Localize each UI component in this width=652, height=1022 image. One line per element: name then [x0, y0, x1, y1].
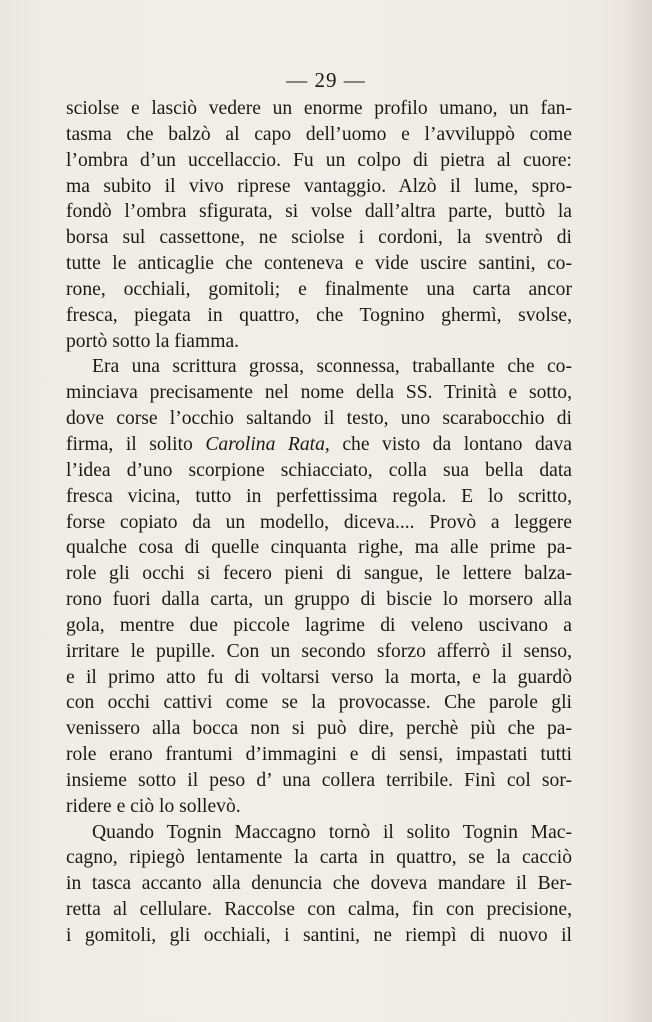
text-line: ridere e ciò lo sollevò. — [66, 795, 241, 817]
page-number: — 29 — — [286, 68, 366, 92]
paragraph-3 — [66, 820, 572, 949]
text-line: fresca vicina, tutto in perfettissima regola. E lo scritto, — [66, 485, 572, 507]
text-line: portò sotto la fiamma. — [66, 330, 240, 352]
text-line: minciava precisamente nel nome della SS. Trinità e sotto, — [66, 382, 572, 404]
text-line: e il primo atto fu di voltarsi verso la morta, e la guardò — [66, 666, 572, 688]
text-line: retta al cellulare. Raccolse con calma, fin con precisione, — [66, 899, 572, 921]
text-line: sciolse e lasciò vedere un enorme profilo umano, un fan- — [66, 98, 572, 119]
text-line: Quando Tognin Maccagno tornò il solito Tognin Mac- — [92, 821, 572, 843]
text-line: borsa sul cassettone, ne sciolse i cordoni, la sventrò di — [66, 227, 572, 249]
text-line: fresca, piegata in quattro, che Tognino ghermì, svolse, — [66, 304, 572, 326]
text-line: in tasca accanto alla denuncia che doveva mandare il Ber- — [66, 873, 572, 895]
text-line: Era una scrittura grossa, sconnessa, traballante che co- — [92, 356, 572, 378]
text-line: rone, occhiali, gomitoli; e finalmente una carta ancor — [66, 278, 572, 300]
text-line: firma, il solito Carolina Rata, che visto da lontano dava — [66, 433, 572, 455]
text-line: i gomitoli, gli occhiali, i santini, ne riempì di nuovo il — [66, 925, 572, 946]
text-line: qualche cosa di quelle cinquanta righe, ma alle prime pa- — [66, 537, 572, 559]
text-line: tutte le anticaglie che conteneva e vide uscire santini, co- — [66, 253, 572, 275]
text-line: con occhi cattivi come se la provocasse. Che parole gli — [66, 692, 572, 714]
page-edge-shadow — [622, 0, 652, 1022]
text-line: role gli occhi si fecero pieni di sangue, le lettere balza- — [66, 563, 572, 585]
text-line: role erano frantumi d’immagini e di sensi, impastati tutti — [66, 744, 572, 766]
text-line: insieme sotto il peso d’ una collera terribile. Finì col sor- — [66, 769, 572, 791]
text-line: dove corse l’occhio saltando il testo, uno scarabocchio di — [66, 408, 572, 430]
text-line: venissero alla bocca non si può dire, perchè più che pa- — [66, 718, 572, 740]
text-line: ma subito il vivo riprese vantaggio. Alzò il lume, spro- — [66, 175, 572, 197]
text-line: forse copiato da un modello, diceva.... Provò a leggere — [66, 511, 572, 533]
text-line: tasma che balzò al capo dell’uomo e l’avviluppò come — [66, 123, 572, 145]
text-line: fondò l’ombra sfigurata, si volse dall’altra parte, buttò la — [66, 201, 572, 223]
paragraph-1 — [66, 96, 572, 354]
text-line: cagno, ripiegò lentamente la carta in quattro, se la cacciò — [66, 847, 572, 869]
text-line: gola, mentre due piccole lagrime di veleno uscivano a — [66, 614, 572, 636]
paragraph-2 — [66, 354, 572, 819]
text-line: l’idea d’uno scorpione schiacciato, colla sua bella data — [66, 459, 572, 481]
body-text — [66, 96, 572, 949]
text-line: rono fuori dalla carta, un gruppo di biscie lo morsero alla — [66, 589, 572, 611]
text-line: l’ombra d’un uccellaccio. Fu un colpo di pietra al cuore: — [66, 149, 572, 171]
text-line: irritare le pupille. Con un secondo sforzo afferrò il senso, — [66, 640, 572, 662]
